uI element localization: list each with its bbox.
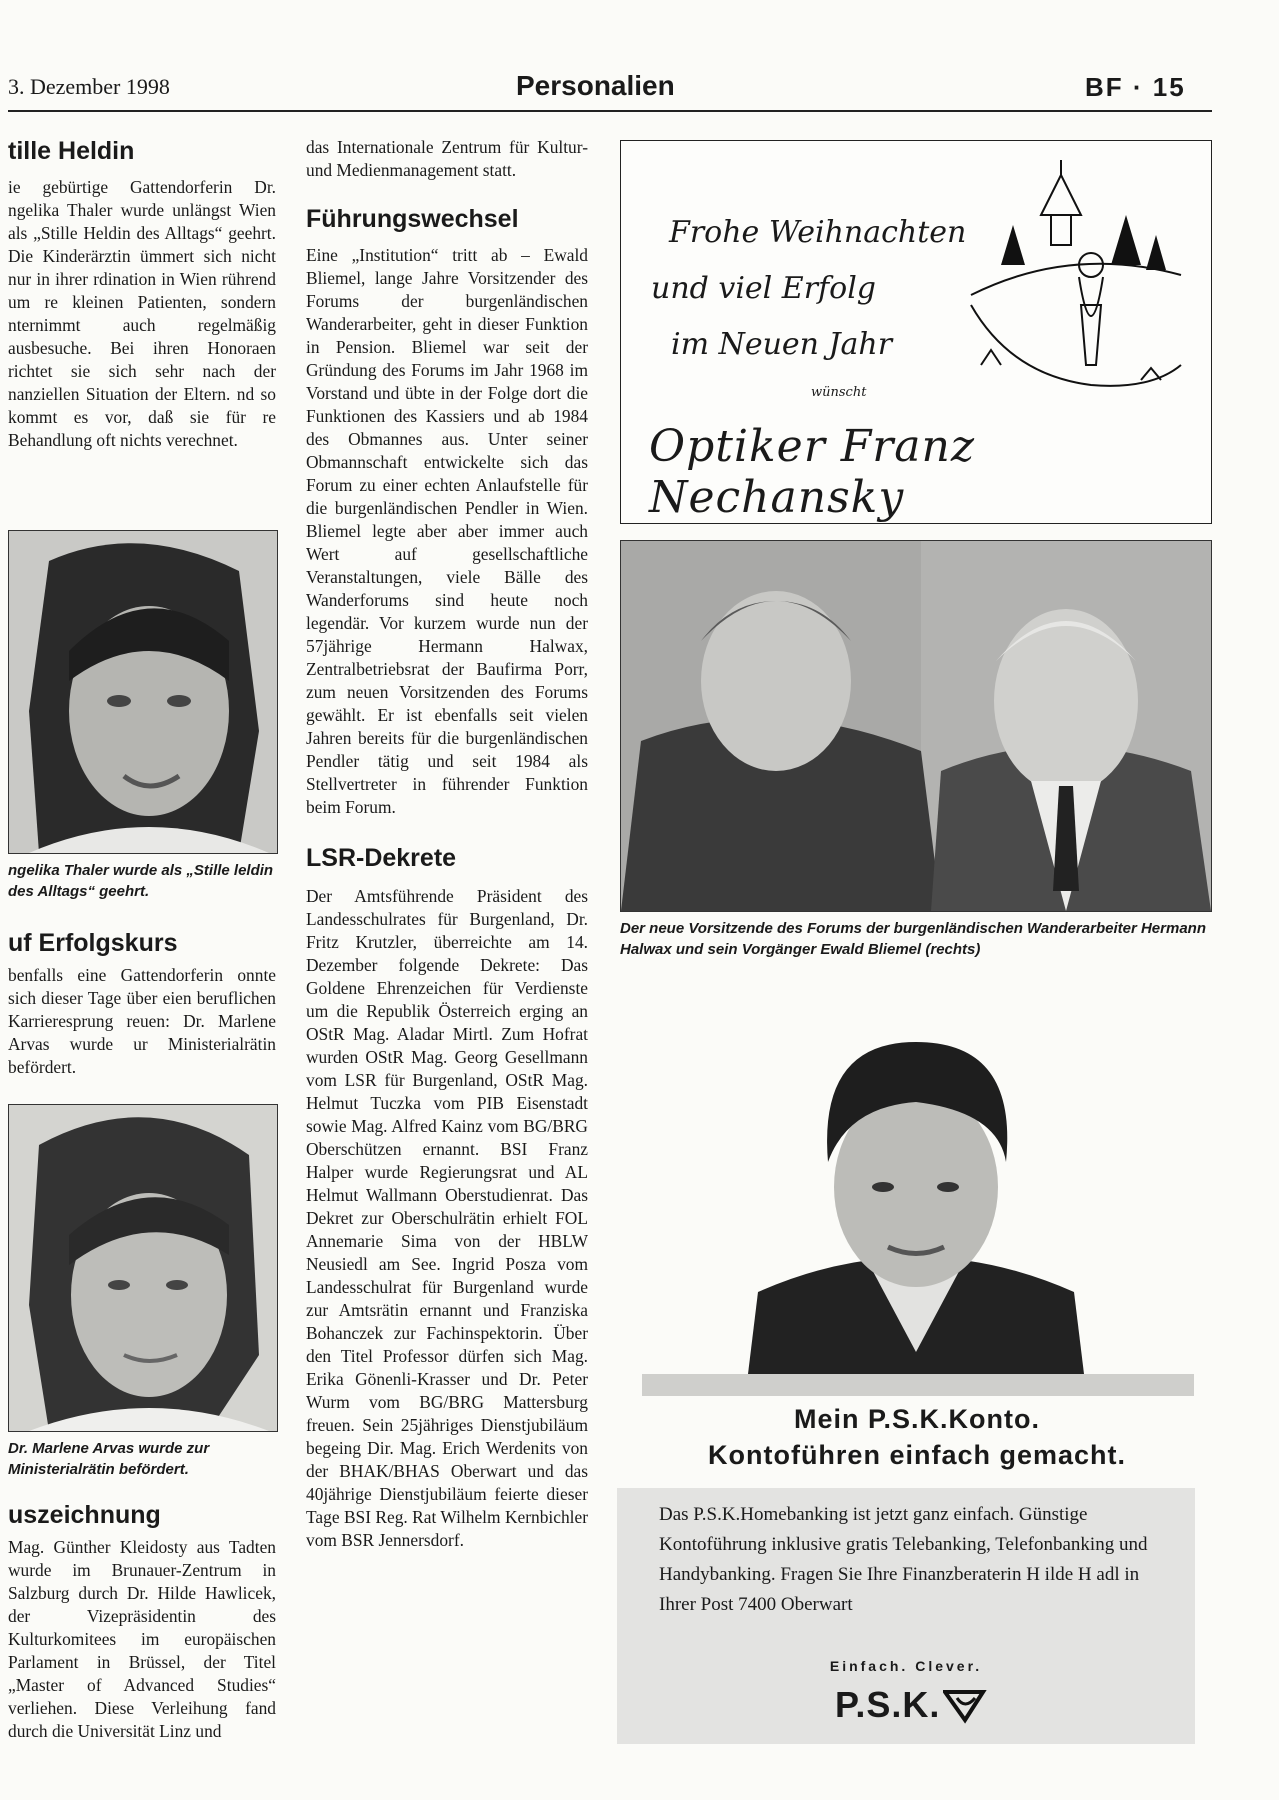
optiker-ad: [620, 140, 1212, 524]
ad-greeting-line-2: und viel Erfolg: [651, 271, 877, 306]
photo-angelika-thaler: [8, 530, 278, 854]
heading-fuehrungswechsel: Führungswechsel: [306, 205, 519, 233]
article-continued: das Internationale Zentrum für Kultur- und Medienmanagement statt.: [306, 137, 588, 180]
photo-halwax-bliemel: [620, 540, 1212, 912]
column-1-c: [8, 1500, 276, 1743]
caption-angelika-thaler: ngelika Thaler wurde als „Stille leldin des Alltags“ geehrt.: [8, 862, 274, 900]
column-1-b: [8, 928, 276, 1079]
psk-slogan: Einfach. Clever.: [829, 1658, 983, 1674]
psk-body: Das P.S.K.Homebanking ist jetzt ganz einfach. Günstige Kontoführung inklusive gratis Telebanking, Telefonbanking und Handybanking. Fragen Sie Ihre Finanzberaterin H ilde H adl in Ihrer Post 7400 Oberwart: [659, 1504, 1148, 1615]
psk-title-2: Kontoführen einfach gemacht.: [707, 1440, 1127, 1470]
psk-title-1: Mein P.S.K.Konto.: [793, 1404, 1040, 1434]
ad-wuenscht: wünscht: [811, 385, 867, 400]
heading-erfolgskurs: uf Erfolgskurs: [8, 929, 178, 957]
heading-stille-heldin: tille Heldin: [8, 137, 135, 165]
ad-greeting-line-1: Frohe Weihnachten: [669, 215, 967, 250]
article-fuehrungswechsel: Eine „Institution“ tritt ab – Ewald Bliemel, lange Jahre Vorsitzender des Forums der burgenländischen Wanderarbeiter, geht in dieser Funktion in Pension. Bliemel war seit der Gründung des Forums im Jahr 1968 im Vorstand und übte in der Folge dort die Funktionen des Kassiers und ab 1984 des Obmannes aus. Unter seiner Obmannschaft entwickelte sich das Forum zu einer echten Anlaufstelle für die burgenländischen Pendler in Wien. Bliemel legte aber aber immer auch Wert auf gesellschaftliche Veranstaltungen, viele Bälle des Wanderforums sind heute noch legendär. Vor kurzem wurde nun der 57jährige Hermann Halwax, Zentralbetriebsrat der Baufirma Porr, zum neuen Vorsitzenden des Forums gewählt. Er ist ebenfalls seit vielen Jahren bereits für die burgenländischen Pendler tätig und seit 1984 als Stellvertreter in führender Funktion beim Forum.: [306, 245, 588, 817]
issue-date: 3. Dezember 1998: [8, 74, 170, 99]
heading-auszeichnung: uszeichnung: [8, 1501, 161, 1529]
caption-halwax-bliemel: Der neue Vorsitzende des Forums der burgenländischen Wanderarbeiter Hermann Halwax und sein Vorgänger Ewald Bliemel (rechts): [620, 920, 1206, 958]
article-auszeichnung: Mag. Günther Kleidosty aus Tadten wurde im Brunauer-Zentrum in Salzburg durch Dr. Hilde Hawlicek, der Vizepräsidentin des Kulturkomitees im europäischen Parlament in Brüssel, der Titel „Master of Advanced Studies“ verliehen. Diese Verleihung fand durch die Universität Linz und: [8, 1537, 276, 1741]
ad-signature: Optiker Franz Nechansky: [649, 421, 976, 523]
ad-greeting-line-3: im Neuen Jahr: [671, 327, 893, 362]
column-1: [8, 136, 276, 452]
winter-scene-icon: [951, 155, 1191, 405]
psk-info-box: [617, 1488, 1195, 1744]
psk-photo: [748, 1022, 1084, 1374]
caption-marlene-arvas: Dr. Marlene Arvas wurde zur Ministerialrätin befördert.: [8, 1440, 210, 1478]
article-erfolgskurs: benfalls eine Gattendorferin onnte sich dieser Tage über eien beruflichen Karrieresprung reuen: Dr. Marlene Arvas wurde ur Ministerialrätin befördert.: [8, 965, 276, 1077]
heading-lsr-dekrete: LSR-Dekrete: [306, 844, 457, 872]
column-2: [306, 136, 588, 1552]
article-lsr-dekrete: Der Amtsführende Präsident des Landesschulrates für Burgenland, Dr. Fritz Krutzler, überreichte am 14. Dezember folgende Dekrete: Das Goldene Ehrenzeichen für Verdienste um die Republik Österreich erging an OStR Mag. Aladar Mirtl. Zum Hofrat wurden OStR Mag. Georg Gesellmann vom LSR für Burgenland, OStR Mag. Helmut Tuczka vom PIB Eisenstadt sowie Mag. Alfred Kainz vom BG/BRG Oberschützen ernannt. BSI Franz Halper wurde Regierungsrat und AL Helmut Wallmann Oberstudienrat. Das Dekret zur Oberschulrätin erhielt FOL Annemarie Sima von der HBLW Neusiedl am See. Ingrid Posza vom Landesschulrat für Burgenland wurde zur Amtsrätin ernannt und Franziska Bohanczek zur Fachinspektorin. Über den Titel Professor dürfen sich Mag. Erika Gönenli-Krasser und Dr. Peter Wurm vom BG/BRG Mattersburg freuen. Sein 25jähriges Dienstjubiläum begeing Dir. Mag. Erich Werdenits von der BHAK/BHAS Oberwart und das 40jährige Dienstjubiläum feierte dieser Tage BSI Reg. Rat Wilhelm Kernbichler vom BSR Jennersdorf.: [306, 886, 588, 1550]
section-title: Personalien: [516, 70, 675, 101]
psk-divider: [642, 1374, 1194, 1396]
header-rule: [8, 110, 1212, 112]
psk-logo-icon: [943, 1688, 989, 1724]
psk-logo-text: P.S.K.: [835, 1684, 941, 1725]
page-number: BF · 15: [1085, 72, 1186, 102]
photo-marlene-arvas: [8, 1104, 278, 1432]
article-stille-heldin: ie gebürtige Gattendorferin Dr. ngelika Thaler wurde unlängst Wien als „Stille Heldin des Alltags“ geehrt. Die Kinderärztin ümmert sich nicht nur in ihrer rdination in Wien rührend um re kleinen Patienten, sondern nternimmt auch regelmäßig ausbesuche. Bei ihren Honoraen richtet sie sich sehr nach der nanziellen Situation der Eltern. nd so kommt es vor, daß sie für re Behandlung oft nichts verechnet.: [8, 177, 276, 450]
